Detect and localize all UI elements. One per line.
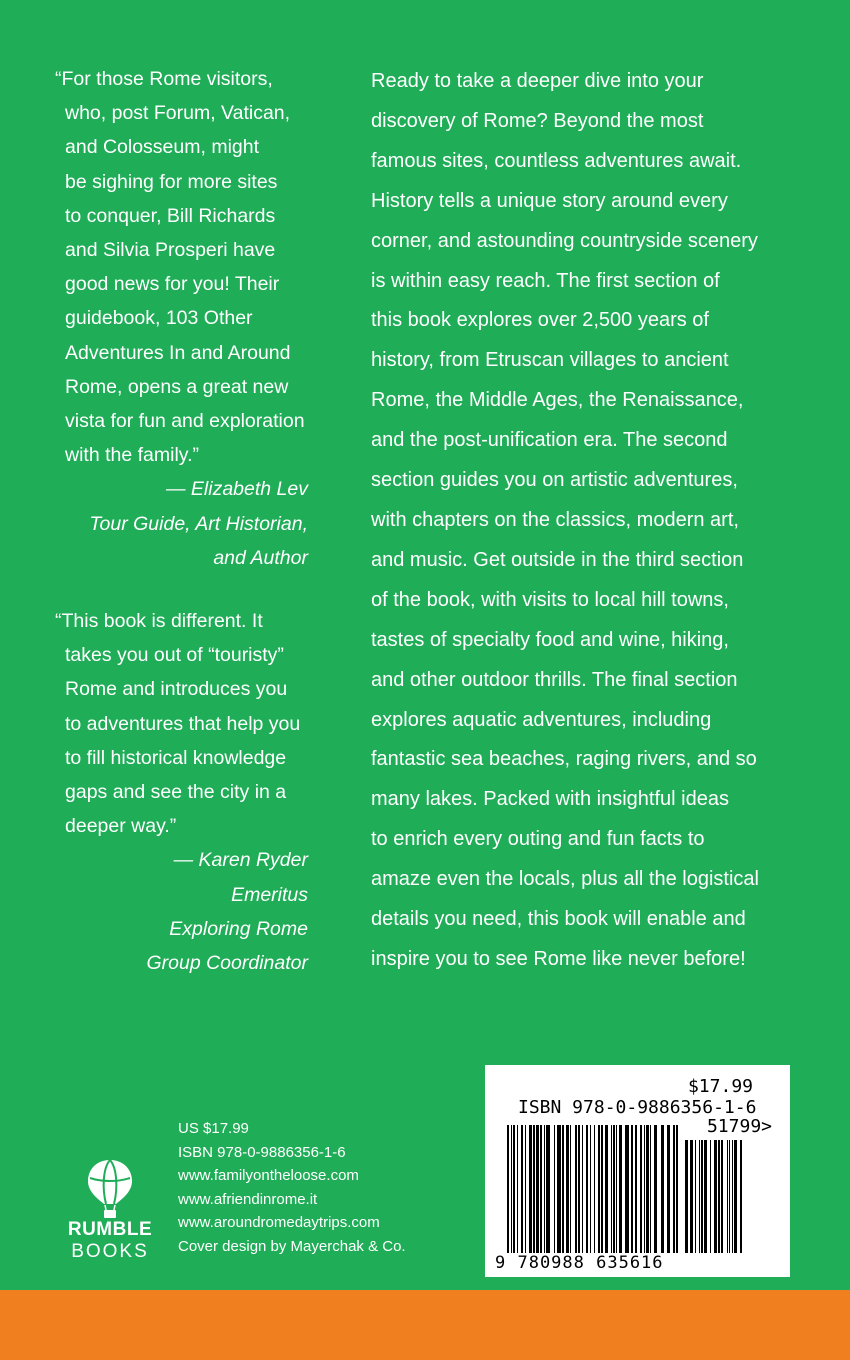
barcode-stripe bbox=[613, 1125, 615, 1253]
barcode-stripe bbox=[601, 1125, 603, 1253]
barcode-stripe bbox=[714, 1140, 717, 1253]
description-line: history, from Etruscan villages to ancient bbox=[371, 349, 729, 372]
barcode-stripe bbox=[533, 1125, 535, 1253]
barcode-stripe bbox=[667, 1125, 670, 1253]
description-line: Ready to take a deeper dive into your bbox=[371, 70, 704, 92]
barcode-stripe bbox=[590, 1125, 591, 1253]
barcode-stripe bbox=[540, 1125, 542, 1253]
quote-line: to conquer, Bill Richards bbox=[65, 204, 276, 227]
description-line: many lakes. Packed with insightful ideas bbox=[371, 788, 729, 811]
quote-line: and Colosseum, might bbox=[65, 136, 260, 159]
barcode-stripe bbox=[676, 1125, 678, 1253]
isbn-label: ISBN 978-0-9886356-1-6 bbox=[178, 1143, 346, 1161]
quote-line: Rome and introduces you bbox=[65, 678, 288, 701]
barcode-stripe bbox=[586, 1125, 588, 1253]
barcode-stripe bbox=[625, 1125, 629, 1253]
quote-line: Adventures In and Around bbox=[65, 341, 291, 364]
barcode-stripe bbox=[557, 1125, 561, 1253]
barcode-stripe bbox=[695, 1140, 696, 1253]
barcode-stripe bbox=[673, 1125, 675, 1253]
book-description bbox=[371, 62, 791, 980]
quote-attribution: Emeritus bbox=[231, 883, 308, 906]
barcode-stripe bbox=[611, 1125, 612, 1253]
website-link: www.afriendinrome.it bbox=[178, 1190, 318, 1208]
description-line: inspire you to see Rome like never before! bbox=[371, 947, 746, 970]
barcode-stripe bbox=[525, 1125, 526, 1253]
barcode-addon-bars bbox=[685, 1140, 775, 1253]
barcode-stripe bbox=[718, 1140, 720, 1253]
website-link: www.aroundromedaytrips.com bbox=[178, 1214, 380, 1231]
barcode-stripe bbox=[690, 1140, 693, 1253]
quote-line: and Silvia Prosperi have bbox=[65, 239, 276, 262]
price-label: US $17.99 bbox=[178, 1120, 249, 1137]
quote-line: be sighing for more sites bbox=[65, 170, 278, 193]
barcode-stripe bbox=[740, 1140, 742, 1253]
bottom-orange-band bbox=[0, 1290, 850, 1360]
barcode-stripe bbox=[640, 1125, 642, 1253]
barcode-isbn: ISBN 978-0-9886356-1-6 bbox=[518, 1097, 757, 1118]
description-line: section guides you on artistic adventures, bbox=[371, 469, 738, 492]
barcode-stripe bbox=[578, 1125, 580, 1253]
quote-attribution: Group Coordinator bbox=[146, 952, 308, 975]
quote-line: guidebook, 103 Other bbox=[65, 307, 253, 330]
barcode-stripe bbox=[562, 1125, 564, 1253]
description-line: to enrich every outing and fun facts to bbox=[371, 828, 705, 851]
barcode-stripe bbox=[511, 1125, 512, 1253]
quote-line: “This book is different. It bbox=[55, 610, 263, 632]
description-line: and music. Get outside in the third section bbox=[371, 548, 744, 571]
barcode-stripe bbox=[605, 1125, 608, 1253]
description-line: tastes of specialty food and wine, hiking, bbox=[371, 628, 729, 651]
description-line: of the book, with visits to local hill towns, bbox=[371, 588, 729, 611]
description-line: discovery of Rome? Beyond the most bbox=[371, 109, 704, 132]
quote-attribution: Tour Guide, Art Historian, bbox=[89, 512, 308, 535]
barcode-stripe bbox=[644, 1125, 645, 1253]
barcode-stripe bbox=[729, 1140, 730, 1253]
quote-line: vista for fun and exploration bbox=[65, 410, 305, 433]
description-line: amaze even the locals, plus all the logistical bbox=[371, 868, 759, 891]
quote-line: gaps and see the city in a bbox=[65, 781, 287, 804]
barcode-addon-code: 51799> bbox=[706, 1116, 772, 1137]
barcode-stripe bbox=[710, 1140, 711, 1253]
barcode-stripe bbox=[594, 1125, 595, 1253]
quote-line: deeper way.” bbox=[65, 815, 177, 838]
barcode bbox=[485, 1065, 790, 1277]
quote-line: Rome, opens a great new bbox=[65, 375, 289, 398]
barcode-stripe bbox=[631, 1125, 633, 1253]
description-line: and the post-unification era. The second bbox=[371, 429, 728, 452]
hot-air-balloon-icon bbox=[84, 1158, 136, 1220]
quote-line: good news for you! Their bbox=[65, 273, 280, 296]
barcode-stripe bbox=[699, 1140, 700, 1253]
description-line: corner, and astounding countryside scenery bbox=[371, 229, 758, 252]
barcode-stripe bbox=[517, 1125, 518, 1253]
quote-line: to adventures that help you bbox=[65, 712, 301, 735]
description-line: is within easy reach. The first section of bbox=[371, 269, 720, 292]
barcode-stripe bbox=[546, 1125, 550, 1253]
barcode-stripe bbox=[570, 1125, 571, 1253]
barcode-stripe bbox=[566, 1125, 569, 1253]
barcode-stripe bbox=[650, 1125, 651, 1253]
barcode-stripe bbox=[732, 1140, 733, 1253]
description-line: this book explores over 2,500 years of bbox=[371, 309, 709, 332]
description-line: with chapters on the classics, modern art, bbox=[371, 508, 739, 531]
description-line: History tells a unique story around every bbox=[371, 189, 728, 212]
barcode-stripe bbox=[701, 1140, 703, 1253]
quote-karen-ryder bbox=[55, 604, 320, 980]
quote-attribution: and Author bbox=[213, 546, 308, 569]
barcode-stripe bbox=[598, 1125, 600, 1253]
quote-line: to fill historical knowledge bbox=[65, 746, 287, 769]
barcode-stripe bbox=[727, 1140, 728, 1253]
quote-attribution: — Elizabeth Lev bbox=[166, 478, 308, 501]
barcode-digits: 9 780988 635616 bbox=[495, 1253, 664, 1273]
publisher-name: RUMBLE bbox=[67, 1219, 153, 1240]
barcode-stripe bbox=[654, 1125, 657, 1253]
description-line: details you need, this book will enable and bbox=[371, 908, 746, 931]
barcode-price: $17.99 bbox=[687, 1076, 753, 1097]
description-line: fantastic sea beaches, raging rivers, and so bbox=[371, 748, 757, 771]
barcode-stripe bbox=[529, 1125, 532, 1253]
barcode-stripe bbox=[661, 1125, 664, 1253]
publication-info bbox=[178, 1117, 406, 1258]
barcode-stripe bbox=[619, 1125, 622, 1253]
cover-credit: Cover design by Mayerchak & Co. bbox=[178, 1237, 406, 1255]
quote-attribution: — Karen Ryder bbox=[173, 849, 308, 872]
quote-line: who, post Forum, Vatican, bbox=[65, 102, 291, 125]
publisher-logo bbox=[62, 1158, 158, 1270]
quote-elizabeth-lev bbox=[55, 62, 320, 575]
quote-line: with the family.” bbox=[65, 444, 200, 467]
barcode-stripe bbox=[544, 1125, 545, 1253]
barcode-stripe bbox=[646, 1125, 649, 1253]
barcode-stripe bbox=[513, 1125, 515, 1253]
barcode-stripe bbox=[616, 1125, 617, 1253]
quote-line: “For those Rome visitors, bbox=[55, 68, 273, 90]
description-line: famous sites, countless adventures await. bbox=[371, 149, 742, 172]
barcode-stripe bbox=[635, 1125, 637, 1253]
barcode-stripe bbox=[734, 1140, 737, 1253]
barcode-stripe bbox=[685, 1140, 688, 1253]
barcode-stripe bbox=[507, 1125, 509, 1253]
description-line: Rome, the Middle Ages, the Renaissance, bbox=[371, 389, 744, 412]
barcode-stripe bbox=[582, 1125, 583, 1253]
quote-line: takes you out of “touristy” bbox=[65, 644, 284, 667]
description-line: and other outdoor thrills. The final section bbox=[371, 668, 738, 691]
quote-attribution: Exploring Rome bbox=[169, 917, 308, 940]
barcode-stripe bbox=[721, 1140, 723, 1253]
description-line: explores aquatic adventures, including bbox=[371, 708, 712, 731]
barcode-stripe bbox=[575, 1125, 577, 1253]
barcode-stripe bbox=[704, 1140, 707, 1253]
barcode-stripe bbox=[536, 1125, 539, 1253]
publisher-name-books: BOOKS bbox=[71, 1241, 149, 1262]
barcode-stripe bbox=[521, 1125, 523, 1253]
website-link: www.familyontheloose.com bbox=[178, 1167, 359, 1184]
barcode-bars bbox=[507, 1125, 682, 1253]
barcode-stripe bbox=[554, 1125, 555, 1253]
